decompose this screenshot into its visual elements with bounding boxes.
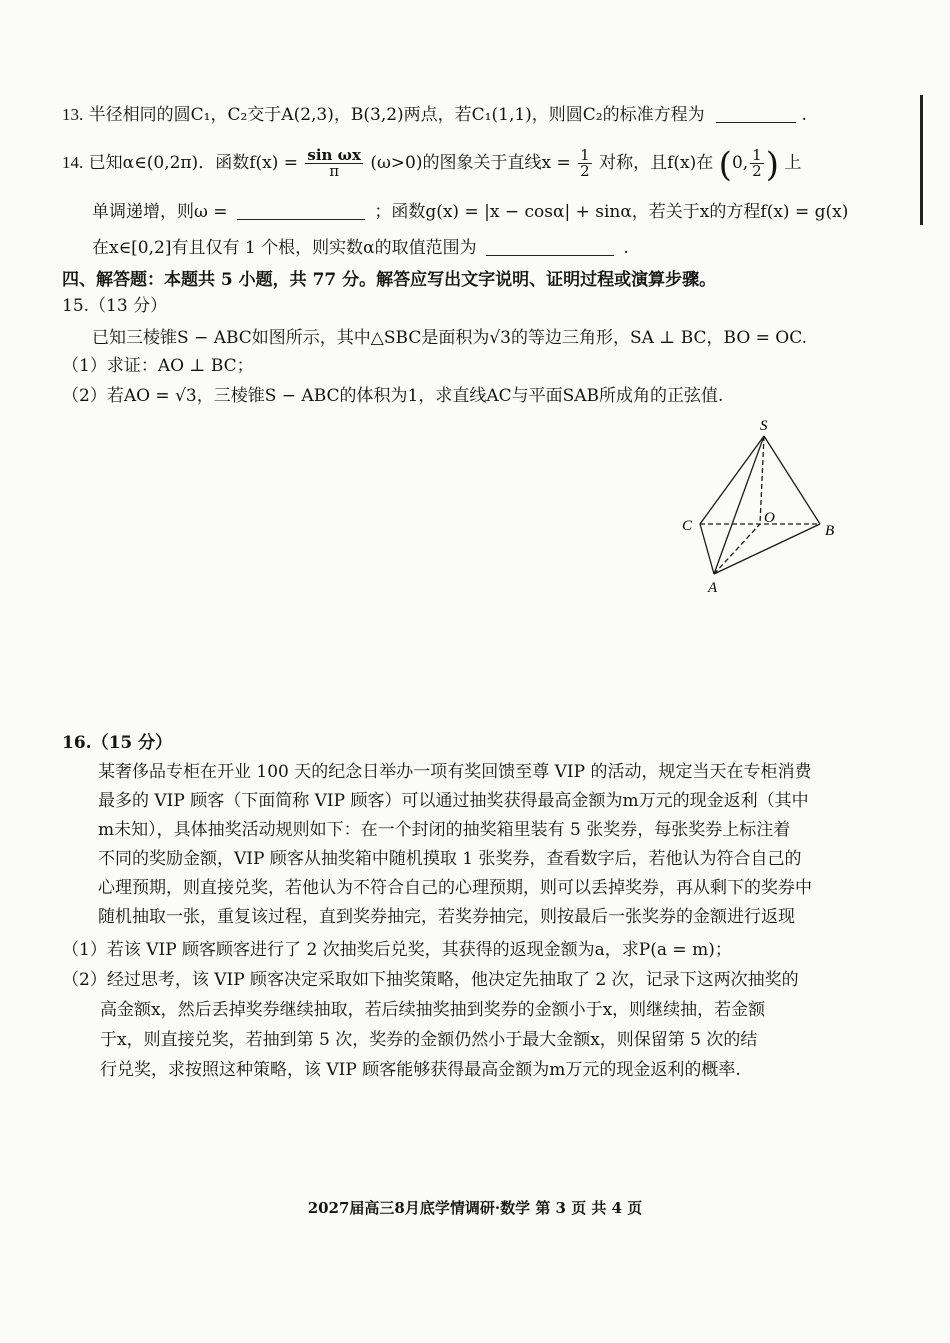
q14-number: 14. [62,153,84,172]
q13-text: 半径相同的圆C₁，C₂交于A(2,3)，B(3,2)两点，若C₁(1,1)，则圆C₂的标准方程为 [88,105,705,125]
edge-ca [700,524,714,574]
q14-fraction-half-2-numerator: 1 [752,146,762,164]
q13 [62,103,807,127]
q14-fraction-sin [305,148,363,179]
q16-part2-line-4: 行兑奖，求按照这种策略，该 VIP 顾客能够获得最高金额为m万元的现金返利的概率. [100,1060,741,1080]
q16-stem-line-1: 某奢侈品专柜在开业 100 天的纪念日举办一项有奖回馈至尊 VIP 的活动，规定当天在专柜消费 [98,762,812,782]
q14-fraction-half-1 [578,148,592,179]
q13-end: . [801,105,807,125]
q16-stem-line-3: m未知），具体抽奖活动规则如下：在一个封闭的抽奖箱里装有 5 张奖券，每张奖券上标注着 [98,820,791,840]
page-footer: 2027届高三8月底学情调研·数学 第 3 页 共 4 页 [307,1199,643,1217]
q16-part1: （1）若该 VIP 顾客顾客进行了 2 次抽奖后兑奖，其获得的返现金额为a，求P(a = m)； [62,940,732,960]
q14-line3-b: . [623,238,629,258]
q16-stem-line-5: 心理预期，则直接兑奖，若他认为不符合自己的心理预期，则可以丢掉奖券，再从剩下的奖券中 [98,878,812,898]
q14-fraction-half-1-denominator: 2 [580,162,590,180]
section-4-heading: 四、解答题：本题共 5 小题，共 77 分。解答应写出文字说明、证明过程或演算步骤。 [62,270,717,290]
q14-line2-b: ；函数g(x) = |x − cosα| + sinα，若关于x的方程f(x) = g(x) [374,202,849,222]
q16-part2-line-3: 于x，则直接兑奖，若抽到第 5 次，奖券的金额仍然小于最大金额x，则保留第 5 次的结 [100,1030,758,1050]
q14-text-d: 上 [784,153,802,173]
q15-stem: 已知三棱锥S − ABC如图所示，其中△SBC是面积为√3的等边三角形，SA ⊥ BC，BO = OC. [92,328,808,348]
q16-stem-line-6: 随机抽取一张，重复该过程，直到奖券抽完，若奖券抽完，则按最后一张奖券的金额进行返现 [98,907,795,927]
q14-line3-a: 在x∈[0,2]有且仅有 1 个根，则实数α的取值范围为 [92,238,477,258]
label-b: B [825,523,835,539]
label-c: C [682,518,693,534]
edge-sc [700,436,764,524]
q14-alpha-range-blank[interactable] [486,237,614,256]
q15-part2: （2）若AO = √3，三棱锥S − ABC的体积为1，求直线AC与平面SAB所成角的正弦值. [62,386,724,406]
q15-header: 15.（13 分） [62,296,168,316]
q16-header: 16.（15 分） [62,733,173,753]
label-a: A [708,580,718,596]
q14-omega-blank[interactable] [237,201,365,220]
q14-text-b: (ω>0)的图象关于直线x = [370,153,571,173]
pyramid-figure [670,412,850,602]
q16-stem-line-4: 不同的奖励金额，VIP 顾客从抽奖箱中随机摸取 1 张奖券，查看数字后，若他认为符合自己的 [98,849,802,869]
q14-fraction-half-2 [750,148,764,179]
q14-text-a: 已知α∈(0,2π)．函数f(x) = [88,153,298,173]
q14-line1 [62,145,801,183]
q14-close-paren: ) [765,145,779,185]
q14-text-c: 对称，且f(x)在 [599,153,714,173]
q14-line2 [92,200,848,224]
q14-fraction-sin-numerator: sin ωx [307,146,361,164]
page-edge-mark [920,95,923,225]
q14-line2-a: 单调递增，则ω = [92,202,228,222]
label-s: S [760,418,768,434]
q14-interval-inner: 0, [731,153,749,173]
q14-line3 [92,236,629,260]
q16-stem-line-2: 最多的 VIP 顾客（下面简称 VIP 顾客）可以通过抽奖获得最高金额为m万元的现金返利（其中 [98,791,809,811]
segment-ao-hidden [714,524,760,574]
q13-answer-blank[interactable] [716,104,796,123]
q16-part2-line-1: （2）经过思考，该 VIP 顾客决定采取如下抽奖策略，他决定先抽取了 2 次，记录下这两次抽奖的 [62,970,799,990]
q15-part1: （1）求证：AO ⊥ BC； [62,356,254,376]
label-o: O [764,510,775,526]
q14-fraction-half-1-numerator: 1 [580,146,590,164]
q13-number: 13. [62,105,84,124]
q14-fraction-half-2-denominator: 2 [752,162,762,180]
q16-part2-line-2: 高金额x，然后丢掉奖券继续抽取，若后续抽奖抽到奖券的金额小于x，则继续抽，若金额 [100,1000,766,1020]
q14-fraction-sin-denominator: π [329,162,340,180]
q14-open-paren: ( [718,145,732,185]
